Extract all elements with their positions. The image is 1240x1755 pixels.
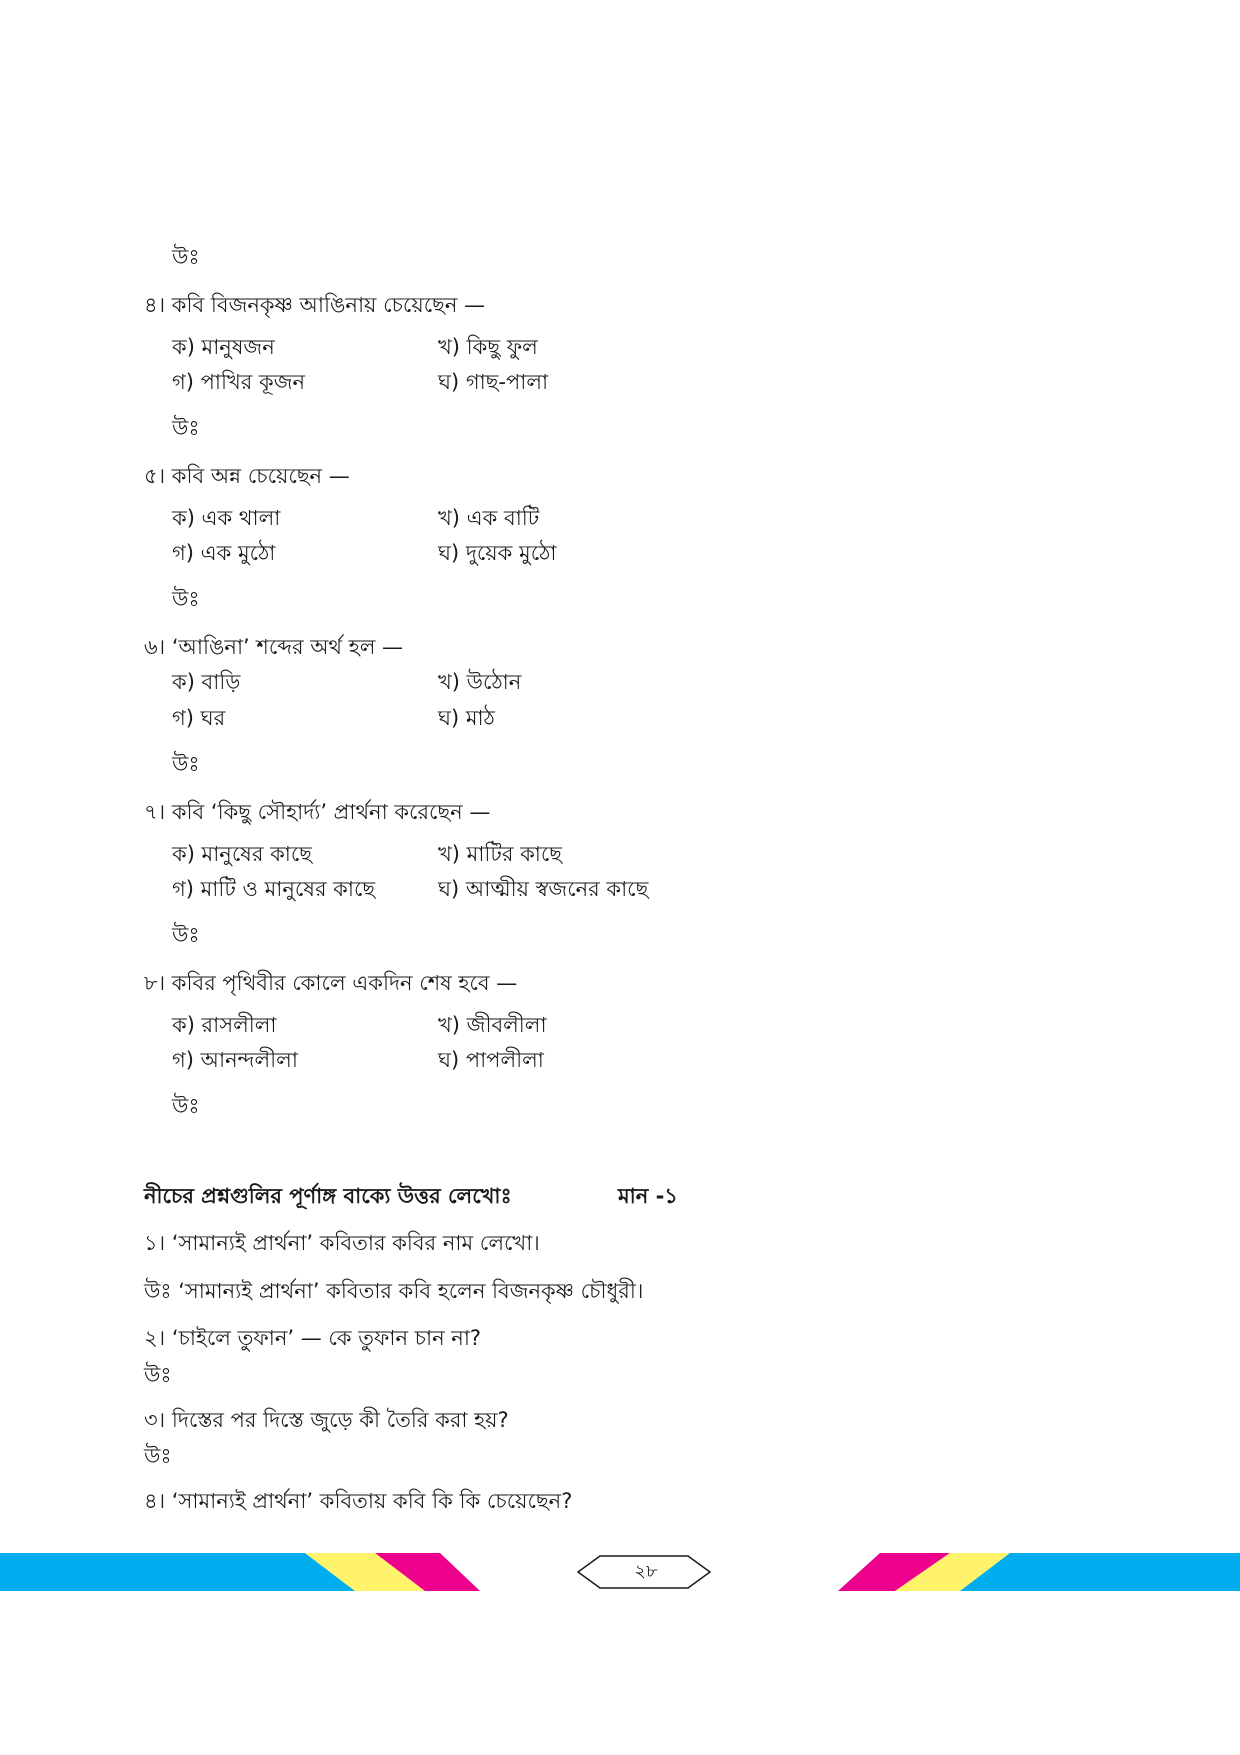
answer-7: উঃ xyxy=(172,923,200,947)
option-5b: খ) এক বাটি xyxy=(438,506,540,530)
answer-prev: উঃ xyxy=(172,245,200,269)
short-question-2: ২। ‘চাইলে তুফান’ — কে তুফান চান না? xyxy=(144,1326,482,1350)
option-8b: খ) জীবলীলা xyxy=(438,1013,547,1037)
answer-8: উঃ xyxy=(172,1094,200,1118)
question-8: ৮। কবির পৃথিবীর কোলে একদিন শেষ হবে — xyxy=(144,971,518,995)
short-answer-3: উঃ xyxy=(144,1444,172,1468)
section-heading: নীচের প্রশ্নগুলির পূর্ণাঙ্গ বাক্যে উত্তর লেখোঃ xyxy=(144,1184,512,1208)
question-6: ৬। ‘আঙিনা’ শব্দের অর্থ হল — xyxy=(144,635,404,659)
answer-6: উঃ xyxy=(172,752,200,776)
option-8a: ক) রাসলীলা xyxy=(172,1013,277,1037)
option-5c: গ) এক মুঠো xyxy=(172,541,276,565)
answer-4: উঃ xyxy=(172,416,200,440)
short-answer-2: উঃ xyxy=(144,1363,172,1387)
option-4a: ক) মানুষজন xyxy=(172,335,275,359)
option-7a: ক) মানুষের কাছে xyxy=(172,842,313,866)
option-8c: গ) আনন্দলীলা xyxy=(172,1048,298,1072)
question-7: ৭। কবি ‘কিছু সৌহার্দ্য’ প্রার্থনা করেছেন — xyxy=(144,800,491,824)
option-7d: ঘ) আত্মীয় স্বজনের কাছে xyxy=(438,877,649,901)
option-4c: গ) পাখির কূজন xyxy=(172,370,306,394)
option-5d: ঘ) দুয়েক মুঠো xyxy=(438,541,557,565)
option-6d: ঘ) মাঠ xyxy=(438,706,495,730)
question-5: ৫। কবি অন্ন চেয়েছেন — xyxy=(144,464,350,488)
short-answer-1: উঃ ‘সামান্যই প্রার্থনা’ কবিতার কবি হলেন বিজনকৃষ্ণ চৌধুরী। xyxy=(144,1279,644,1303)
option-8d: ঘ) পাপলীলা xyxy=(438,1048,544,1072)
option-6b: খ) উঠোন xyxy=(438,670,522,694)
page-number: ২৮ xyxy=(634,1561,658,1582)
answer-5: উঃ xyxy=(172,587,200,611)
option-7b: খ) মাটির কাছে xyxy=(438,842,563,866)
short-question-4: ৪। ‘সামান্যই প্রার্থনা’ কবিতায় কবি কি কি চেয়েছেন? xyxy=(144,1489,573,1513)
option-6a: ক) বাড়ি xyxy=(172,670,241,694)
option-5a: ক) এক থালা xyxy=(172,506,281,530)
short-question-3: ৩। দিস্তের পর দিস্তে জুড়ে কী তৈরি করা হয়? xyxy=(144,1408,509,1432)
question-4: ৪। কবি বিজনকৃষ্ণ আঙিনায় চেয়েছেন — xyxy=(144,293,486,317)
option-7c: গ) মাটি ও মানুষের কাছে xyxy=(172,877,376,901)
option-4d: ঘ) গাছ-পালা xyxy=(438,370,549,394)
option-6c: গ) ঘর xyxy=(172,706,226,730)
section-marks: মান -১ xyxy=(618,1184,678,1208)
option-4b: খ) কিছু ফুল xyxy=(438,335,538,359)
short-question-1: ১। ‘সামান্যই প্রার্থনা’ কবিতার কবির নাম লেখো। xyxy=(144,1231,540,1255)
footer-band-left-cyan xyxy=(0,1553,355,1591)
